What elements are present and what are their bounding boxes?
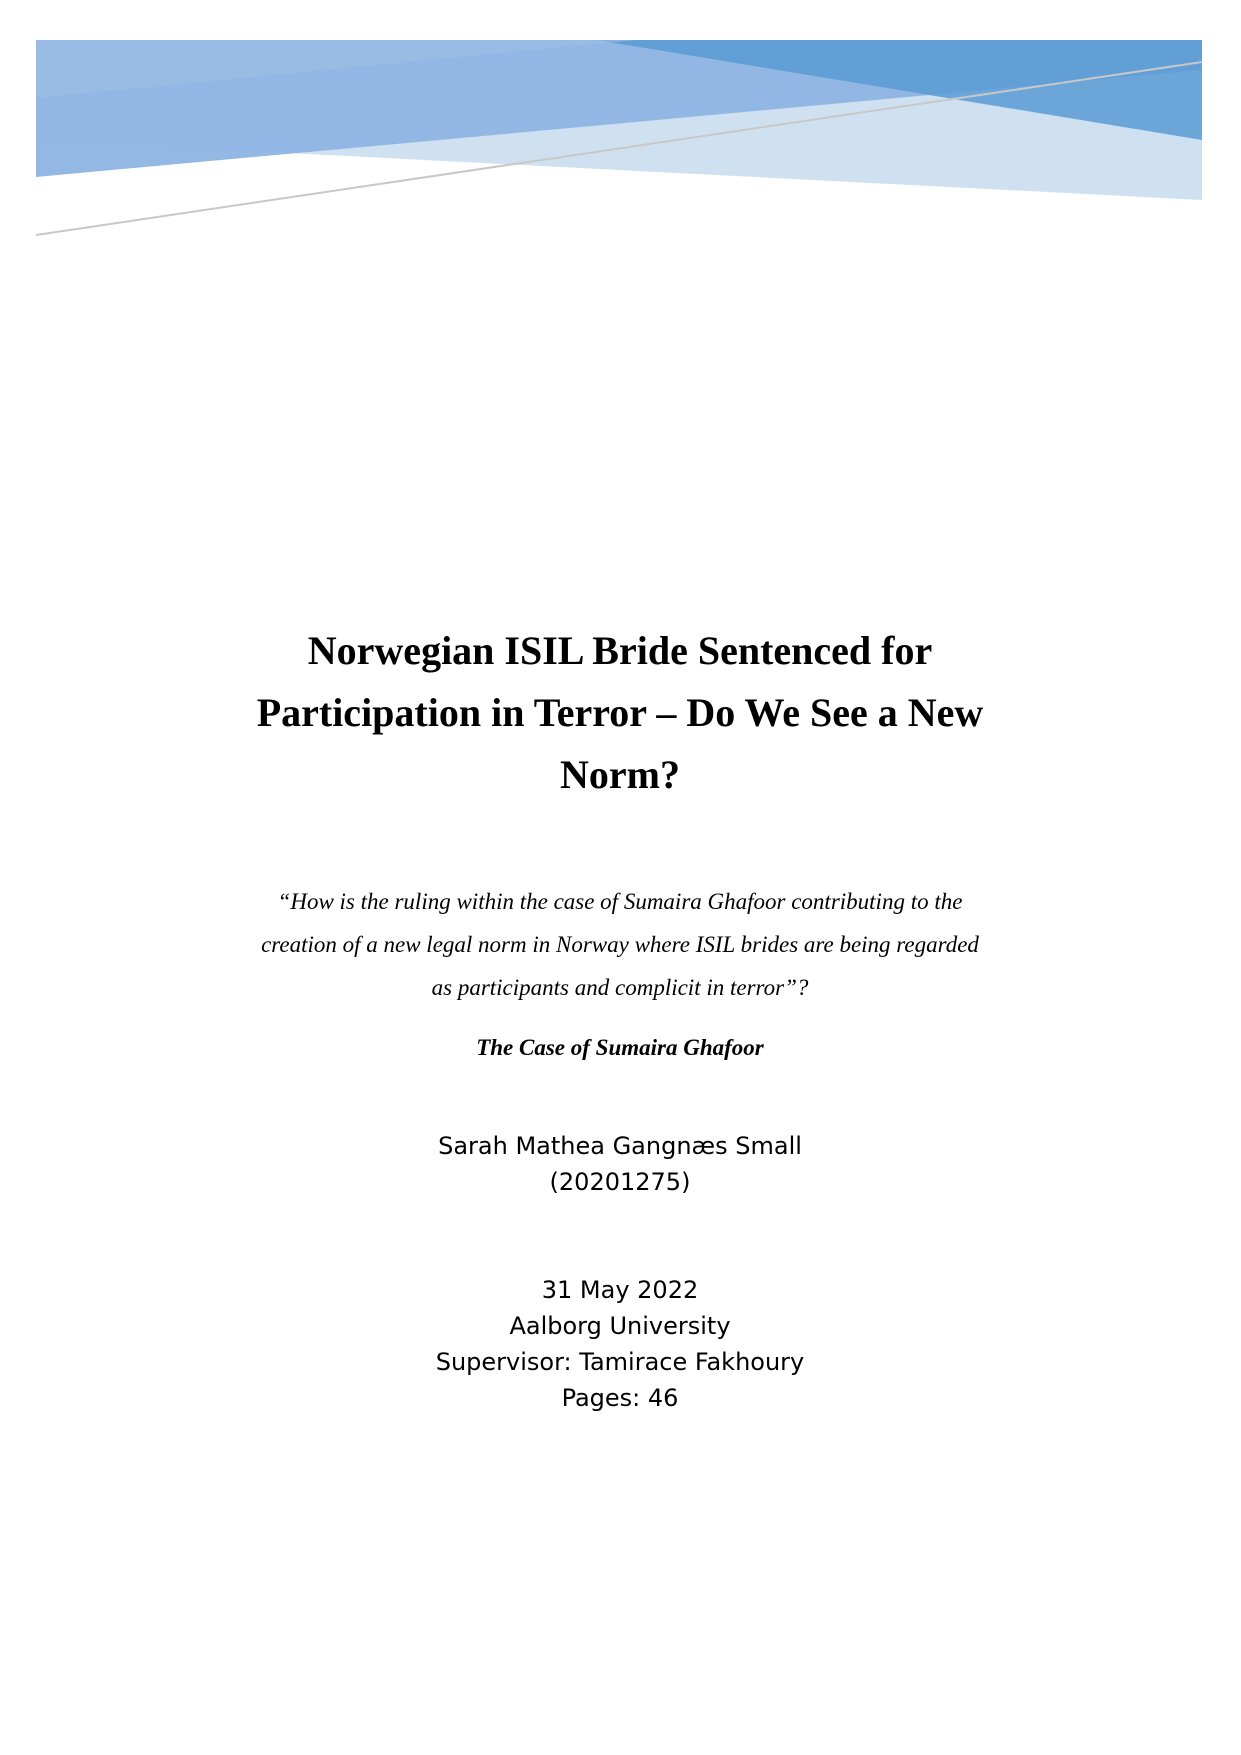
research-question	[170, 880, 1070, 1009]
author-block	[320, 1128, 920, 1200]
author-name: Sarah Mathea Gangnæs Small	[438, 1132, 802, 1160]
document-title	[120, 620, 1120, 806]
supervisor-name: Supervisor: Tamirace Fakhoury	[435, 1348, 805, 1376]
question-line: “How is the ruling within the case of Sumaira Ghafoor contributing to the	[277, 889, 963, 914]
title-line: Participation in Terror – Do We See a New	[256, 690, 984, 735]
question-line: creation of a new legal norm in Norway where ISIL brides are being regarded	[261, 932, 979, 957]
submission-date: 31 May 2022	[541, 1276, 699, 1304]
submission-info	[320, 1272, 920, 1416]
case-subtitle: The Case of Sumaira Ghafoor	[476, 1035, 764, 1060]
title-line: Norm?	[560, 752, 680, 797]
page-count: Pages: 46	[561, 1384, 679, 1412]
university-name: Aalborg University	[509, 1312, 731, 1340]
header-banner-graphic	[36, 40, 1202, 240]
student-id: (20201275)	[549, 1168, 691, 1196]
question-line: as participants and complicit in terror”?	[431, 975, 809, 1000]
title-line: Norwegian ISIL Bride Sentenced for	[307, 628, 933, 673]
